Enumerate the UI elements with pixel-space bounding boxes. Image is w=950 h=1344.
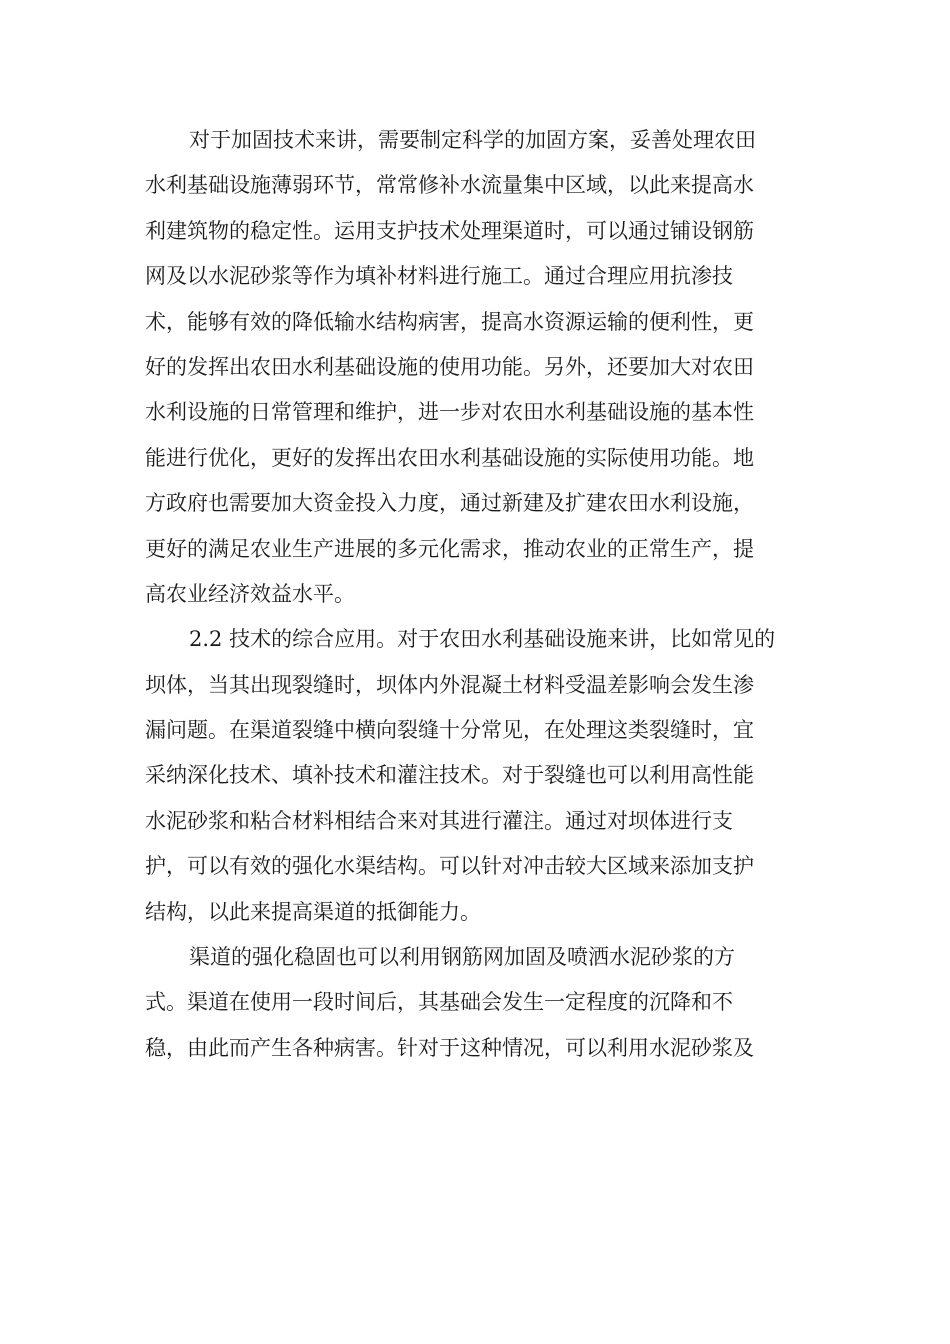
text-line: 利建筑物的稳定性。运用支护技术处理渠道时，可以通过铺设钢筋 [145, 218, 754, 243]
text-line: 坝体，当其出现裂缝时，坝体内外混凝土材料受温差影响会发生渗 [145, 672, 754, 697]
text-line: 能进行优化，更好的发挥出农田水利基础设施的实际使用功能。地 [145, 445, 754, 470]
text-line: 漏问题。在渠道裂缝中横向裂缝十分常见，在处理这类裂缝时，宜 [145, 718, 754, 743]
text-line: 水利设施的日常管理和维护，进一步对农田水利基础设施的基本性 [145, 400, 754, 425]
text-line: 渠道的强化稳固也可以利用钢筋网加固及喷洒水泥砂浆的方 [189, 945, 735, 970]
text-line: 对于加固技术来讲，需要制定科学的加固方案，妥善处理农田 [189, 128, 756, 152]
text-line: 稳，由此而产生各种病害。针对于这种情况，可以利用水泥砂浆及 [145, 1035, 754, 1060]
text-line: 2.2 技术的综合应用。对于农田水利基础设施来讲，比如常见的 [189, 627, 776, 652]
text-line: 更好的满足农业生产进展的多元化需求，推动农业的正常生产，提 [145, 536, 754, 561]
text-line: 采纳深化技术、填补技术和灌注技术。对于裂缝也可以利用高性能 [145, 763, 754, 788]
text-line: 水泥砂浆和粘合材料相结合来对其进行灌注。通过对坝体进行支 [145, 808, 733, 833]
text-line: 水利基础设施薄弱环节，常常修补水流量集中区域，以此来提高水 [145, 173, 754, 198]
text-line: 结构，以此来提高渠道的抵御能力。 [145, 899, 481, 924]
paragraph-reinforcement [145, 118, 807, 617]
body-text [145, 118, 807, 1071]
text-line: 好的发挥出农田水利基础设施的使用功能。另外，还要加大对农田 [145, 354, 754, 379]
paragraph-channel-stabilization [145, 935, 807, 1071]
paragraph-comprehensive-application [145, 617, 807, 935]
text-line: 式。渠道在使用一段时间后，其基础会发生一定程度的沉降和不 [145, 990, 733, 1015]
text-line: 网及以水泥砂浆等作为填补材料进行施工。通过合理应用抗渗技 [145, 264, 733, 289]
text-line: 护，可以有效的强化水渠结构。可以针对冲击较大区域来添加支护 [145, 854, 754, 879]
text-line: 高农业经济效益水平。 [145, 581, 355, 606]
text-line: 方政府也需要加大资金投入力度，通过新建及扩建农田水利设施， [145, 491, 754, 516]
text-line: 术，能够有效的降低输水结构病害，提高水资源运输的便利性，更 [145, 309, 754, 334]
